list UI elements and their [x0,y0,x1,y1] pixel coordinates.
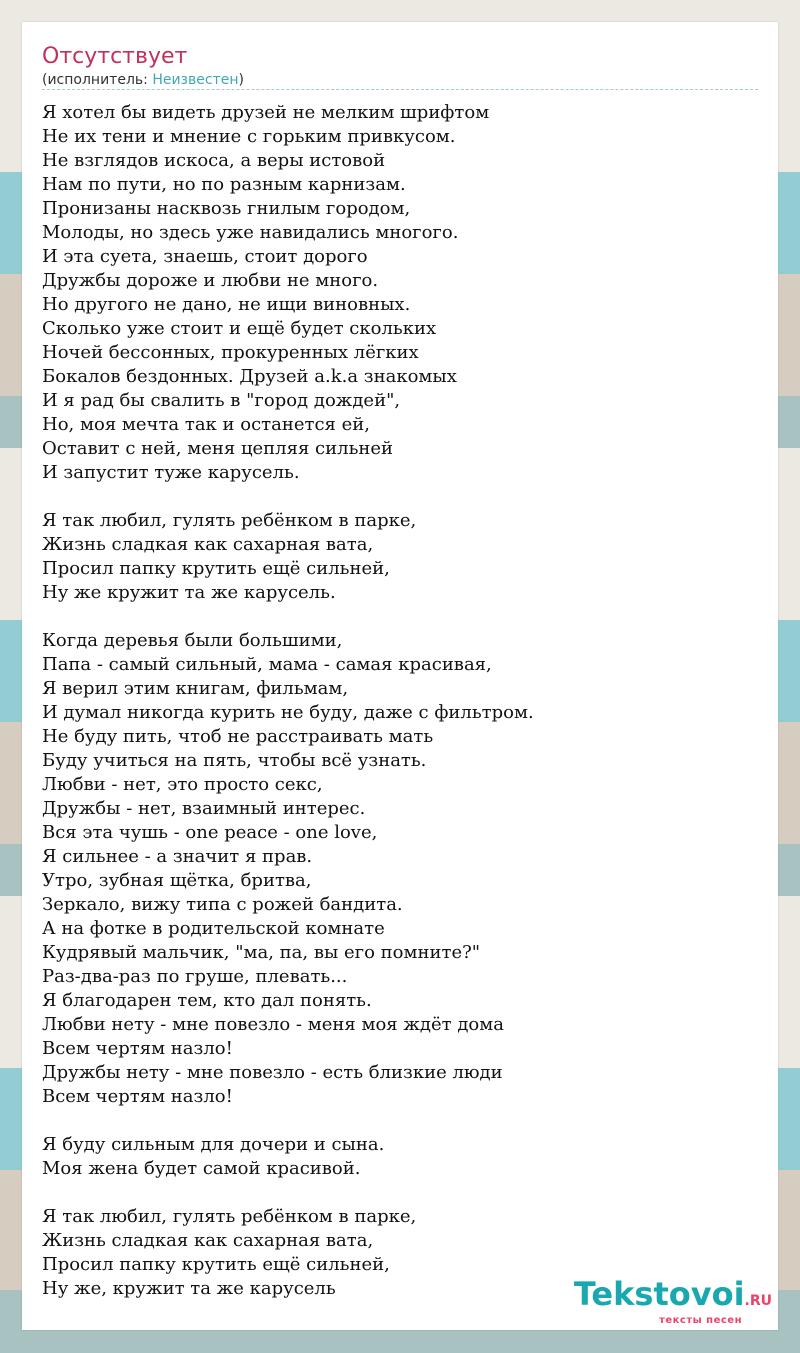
lyric-line: Не буду пить, чтоб не расстраивать мать [42,726,434,747]
lyric-line: Не взглядов искоса, а веры истовой [42,150,386,171]
site-logo[interactable] [574,1277,772,1326]
lyric-line: Я благодарен тем, кто дал понять. [42,990,372,1011]
logo-name: Tekstovoi [573,1275,745,1313]
lyric-line: Я сильнее - а значит я прав. [42,846,313,867]
logo-tagline: тексты песен [659,1315,742,1326]
lyric-line: Но другого не дано, не ищи виновных. [42,294,411,315]
logo-tld: .RU [744,1293,772,1309]
lyric-line [42,1181,758,1205]
lyric-line: Я так любил, гулять ребёнком в парке, [42,510,417,531]
performer-prefix: (исполнитель: [42,72,153,88]
lyric-line: Буду учиться на пять, чтобы всё узнать. [42,750,427,771]
lyric-line: Дружбы дороже и любви не много. [42,270,379,291]
lyric-line: Дружбы - нет, взаимный интерес. [42,798,366,819]
lyric-line [42,605,758,629]
title-separator [42,89,758,90]
lyric-line: А на фотке в родительской комнате [42,918,385,939]
lyric-line: Сколько уже стоит и ещё будет скольких [42,318,437,339]
lyric-line: Просил папку крутить ещё сильней, [42,1254,390,1275]
lyric-line: Всем чертям назло! [42,1086,233,1107]
lyric-line [42,1109,758,1133]
lyric-line: И я рад бы свалить в "город дождей", [42,390,401,411]
lyric-line: Всем чертям назло! [42,1038,233,1059]
lyric-line: Зеркало, вижу типа с рожей бандита. [42,894,403,915]
lyric-line: Но, моя мечта так и останется ей, [42,414,370,435]
lyrics-card [22,22,778,1330]
lyric-line: Папа - самый сильный, мама - самая красивая, [42,654,492,675]
song-title: Отсутствует [42,44,188,69]
lyric-line: Дружбы нету - мне повезло - есть близкие люди [42,1062,503,1083]
lyric-line: Я так любил, гулять ребёнком в парке, [42,1206,417,1227]
artist-link[interactable]: Неизвестен [152,72,239,88]
lyric-line: Не их тени и мнение с горьким привкусом. [42,126,456,147]
lyric-line: Жизнь сладкая как сахарная вата, [42,1230,374,1251]
performer-suffix: ) [238,72,244,88]
lyric-line: Утро, зубная щётка, бритва, [42,870,312,891]
performer-line [42,70,244,90]
lyric-line: Кудрявый мальчик, "ма, па, вы его помните?" [42,942,481,963]
lyric-line: Жизнь сладкая как сахарная вата, [42,534,374,555]
lyric-line: Просил папку крутить ещё сильней, [42,558,390,579]
lyric-line: Любви нету - мне повезло - меня моя ждёт дома [42,1014,504,1035]
lyric-line: И думал никогда курить не буду, даже с фильтром. [42,702,534,723]
lyric-line [42,485,758,509]
lyric-line: Вся эта чушь - one peace - one love, [42,822,378,843]
lyric-line: Я верил этим книгам, фильмам, [42,678,349,699]
lyric-line: Ночей бессонных, прокуренных лёгких [42,342,419,363]
lyric-line: Любви - нет, это просто секс, [42,774,323,795]
lyric-line: Я хотел бы видеть друзей не мелким шрифтом [42,102,490,123]
lyric-line: Пронизаны насквозь гнилым городом, [42,198,411,219]
lyric-line: Молоды, но здесь уже навидались многого. [42,222,459,243]
lyric-line: И эта суета, знаешь, стоит дорого [42,246,368,267]
lyric-line: И запустит туже карусель. [42,462,300,483]
lyric-line: Оставит с ней, меня цепляя сильней [42,438,394,459]
lyric-line: Бокалов бездонных. Друзей a.k.a знакомых [42,366,457,387]
lyrics-text [42,101,758,1301]
lyric-line: Раз-два-раз по груше, плевать... [42,966,348,987]
lyric-line: Ну же, кружит та же карусель [42,1278,336,1299]
lyric-line: Моя жена будет самой красивой. [42,1158,361,1179]
lyric-line: Я буду сильным для дочери и сына. [42,1134,385,1155]
lyric-line: Ну же кружит та же карусель. [42,582,336,603]
lyric-line: Когда деревья были большими, [42,630,343,651]
lyric-line: Нам по пути, но по разным карнизам. [42,174,406,195]
